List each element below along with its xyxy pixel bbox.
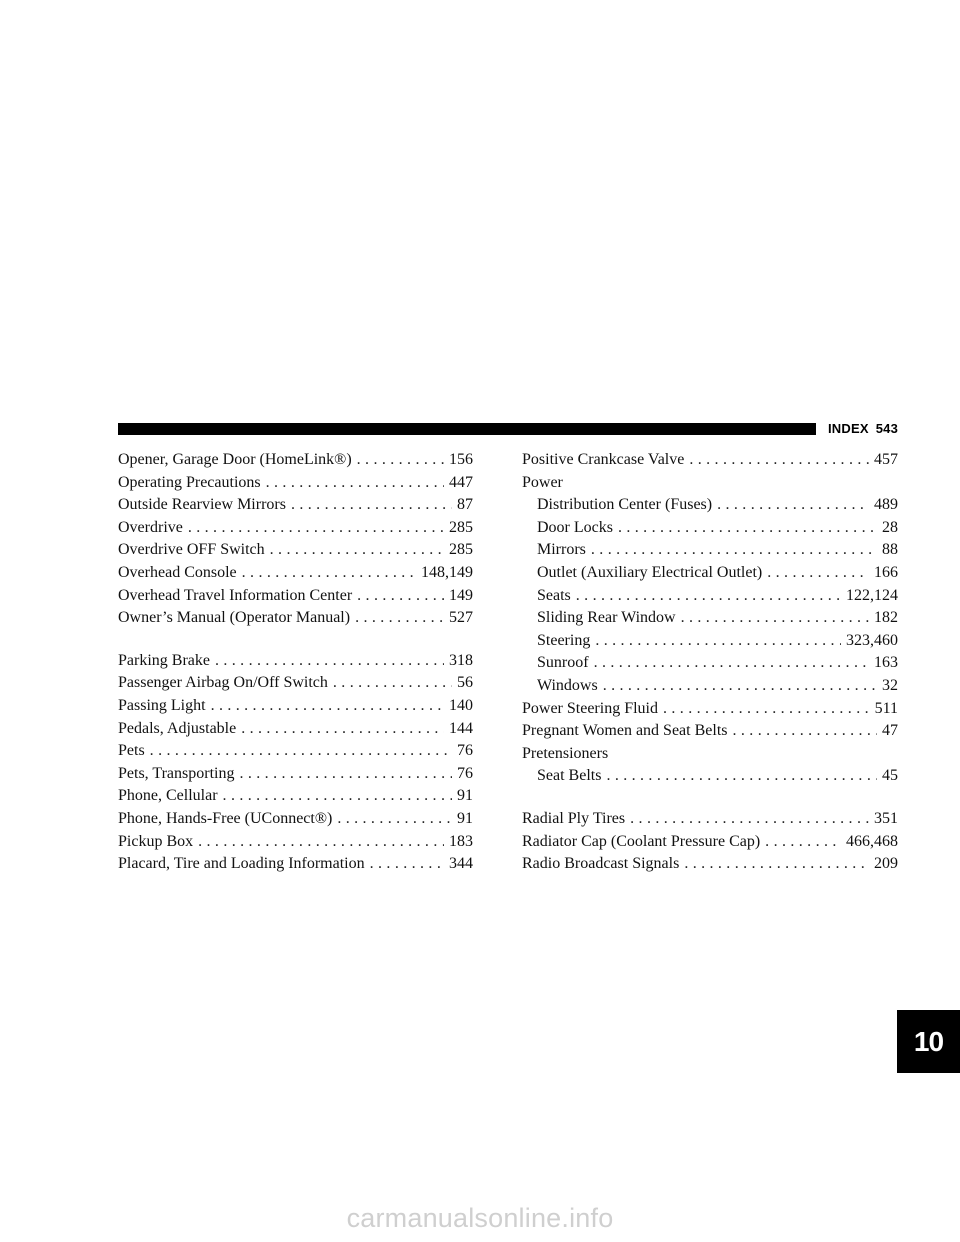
index-term: Phone, Cellular — [118, 787, 218, 805]
index-page-ref: 45 — [882, 767, 898, 785]
chapter-tab: 10 — [897, 1010, 960, 1073]
index-entry — [522, 494, 898, 517]
index-page-ref: 76 — [457, 764, 473, 782]
dot-leader — [767, 562, 869, 585]
index-entry — [118, 808, 473, 831]
index-entry — [522, 472, 898, 495]
dot-leader — [733, 720, 878, 743]
index-entry — [118, 763, 473, 786]
index-entry — [522, 630, 898, 653]
dot-leader — [681, 607, 869, 630]
index-page-ref: 511 — [874, 699, 898, 717]
dot-leader — [239, 763, 452, 786]
dot-leader — [223, 785, 452, 808]
index-term: Seat Belts — [537, 767, 602, 785]
index-page-ref: 457 — [874, 451, 898, 468]
index-entry — [522, 562, 898, 585]
index-term: Power Steering Fluid — [522, 699, 658, 717]
index-term: Pickup Box — [118, 832, 194, 850]
index-term: Sunroof — [537, 654, 589, 672]
watermark: carmanualsonline.info — [346, 1203, 614, 1233]
index-term: Distribution Center (Fuses) — [537, 496, 713, 514]
index-page-ref: 527 — [449, 609, 473, 627]
index-entry — [118, 740, 473, 763]
index-entry — [118, 853, 473, 876]
index-term: Operating Precautions — [118, 473, 261, 491]
index-page-ref: 148,149 — [421, 563, 473, 581]
index-entry — [118, 695, 473, 718]
dot-leader — [333, 672, 452, 695]
index-entry — [118, 562, 473, 585]
index-entry — [118, 650, 473, 673]
index-term: Door Locks — [537, 518, 613, 536]
index-term: Windows — [537, 676, 598, 694]
index-page-ref: 318 — [449, 651, 473, 669]
index-term: Radial Ply Tires — [522, 809, 626, 827]
index-page-ref: 88 — [882, 541, 898, 559]
index-term: Passing Light — [118, 696, 206, 714]
index-term: Pets, Transporting — [118, 764, 235, 782]
dot-leader — [594, 652, 869, 675]
index-column-right — [522, 449, 898, 876]
index-page-ref: 285 — [449, 518, 473, 536]
index-entry — [522, 585, 898, 608]
dot-leader — [241, 718, 444, 741]
index-page-ref: 122,124 — [846, 586, 898, 604]
dot-leader — [618, 517, 877, 540]
dot-leader — [150, 740, 452, 763]
index-term: Pretensioners — [522, 744, 609, 762]
index-entry — [118, 718, 473, 741]
index-entry — [118, 785, 473, 808]
index-entry — [118, 607, 473, 630]
index-page-ref: 140 — [449, 696, 473, 714]
dot-leader — [689, 449, 869, 472]
dot-leader — [576, 585, 841, 608]
dot-leader — [198, 831, 444, 854]
index-term: Positive Crankcase Valve — [522, 451, 685, 468]
index-column-left — [118, 449, 473, 876]
index-page-ref: 344 — [449, 855, 473, 873]
index-page-ref: 144 — [449, 719, 473, 737]
index-entry — [522, 808, 898, 831]
index-entry — [522, 539, 898, 562]
index-entry — [522, 698, 898, 721]
index-term: Opener, Garage Door (HomeLink®) — [118, 451, 352, 468]
index-term: Pedals, Adjustable — [118, 719, 237, 737]
index-term: Pets — [118, 742, 145, 760]
index-page-ref: 76 — [457, 742, 473, 760]
dot-leader — [370, 853, 444, 876]
dot-leader — [663, 698, 870, 721]
dot-leader — [270, 539, 444, 562]
index-page-ref: 47 — [882, 722, 898, 740]
index-page-ref: 28 — [882, 518, 898, 536]
index-entry — [522, 853, 898, 876]
index-page-ref: 182 — [874, 609, 898, 627]
index-entry — [522, 675, 898, 698]
index-page-ref: 466,468 — [846, 832, 898, 850]
dot-leader — [606, 765, 877, 788]
dot-leader — [357, 449, 444, 472]
index-term: Parking Brake — [118, 651, 210, 669]
index-term: Overhead Travel Information Center — [118, 586, 353, 604]
dot-leader — [266, 472, 444, 495]
index-entry — [522, 607, 898, 630]
dot-leader — [211, 695, 444, 718]
index-page-ref: 87 — [457, 496, 473, 514]
index-term: Mirrors — [537, 541, 586, 559]
index-entry — [118, 517, 473, 540]
dot-leader — [595, 630, 841, 653]
index-page-ref: 32 — [882, 676, 898, 694]
dot-leader — [355, 607, 444, 630]
index-entry — [522, 652, 898, 675]
index-entry — [118, 494, 473, 517]
section-label: INDEX — [828, 421, 869, 436]
index-page-ref: 323,460 — [846, 631, 898, 649]
index-term: Owner’s Manual (Operator Manual) — [118, 609, 351, 627]
index-entry — [522, 517, 898, 540]
index-term: Overdrive OFF Switch — [118, 541, 265, 559]
dot-leader — [188, 517, 444, 540]
index-page-ref: 183 — [449, 832, 473, 850]
index-page-ref: 285 — [449, 541, 473, 559]
dot-leader — [291, 494, 452, 517]
index-term: Power — [522, 473, 563, 491]
index-term: Sliding Rear Window — [537, 609, 676, 627]
index-entry — [118, 585, 473, 608]
index-entry — [522, 743, 898, 766]
dot-leader — [242, 562, 416, 585]
index-entry — [118, 831, 473, 854]
index-page-ref: 163 — [874, 654, 898, 672]
index-term: Placard, Tire and Loading Information — [118, 855, 365, 873]
index-entry — [522, 720, 898, 743]
index-entry — [118, 672, 473, 695]
index-page-ref: 209 — [874, 855, 898, 873]
index-term: Outlet (Auxiliary Electrical Outlet) — [537, 563, 763, 581]
index-term: Seats — [537, 586, 571, 604]
dot-leader — [630, 808, 869, 831]
dot-leader — [215, 650, 444, 673]
index-term: Passenger Airbag On/Off Switch — [118, 674, 328, 692]
index-entry — [522, 765, 898, 788]
index-entry — [522, 449, 898, 472]
index-page-ref: 91 — [457, 787, 473, 805]
index-term: Steering — [537, 631, 591, 649]
dot-leader — [684, 853, 869, 876]
index-term: Pregnant Women and Seat Belts — [522, 722, 728, 740]
dot-leader — [337, 808, 452, 831]
index-page-ref: 149 — [449, 586, 473, 604]
dot-leader — [717, 494, 869, 517]
index-entry — [522, 831, 898, 854]
header-rule — [118, 423, 816, 435]
index-page-ref: 447 — [449, 473, 473, 491]
index-term: Radio Broadcast Signals — [522, 855, 680, 873]
dot-leader — [603, 675, 877, 698]
index-term: Overdrive — [118, 518, 183, 536]
index-page-ref: 91 — [457, 809, 473, 827]
dot-leader — [357, 585, 444, 608]
dot-leader — [591, 539, 877, 562]
index-entry — [118, 539, 473, 562]
index-page-ref: 489 — [874, 496, 898, 514]
index-term: Phone, Hands-Free (UConnect®) — [118, 809, 333, 827]
index-page-ref: 351 — [874, 809, 898, 827]
page-number: 543 — [875, 421, 899, 436]
index-term: Outside Rearview Mirrors — [118, 496, 286, 514]
index-term: Overhead Console — [118, 563, 237, 581]
index-entry — [118, 472, 473, 495]
index-entry — [118, 449, 473, 472]
index-page-ref: 156 — [449, 451, 473, 468]
index-page-ref: 56 — [457, 674, 473, 692]
index-page-ref: 166 — [874, 563, 898, 581]
dot-leader — [765, 831, 841, 854]
running-header — [828, 421, 898, 436]
index-term: Radiator Cap (Coolant Pressure Cap) — [522, 832, 761, 850]
